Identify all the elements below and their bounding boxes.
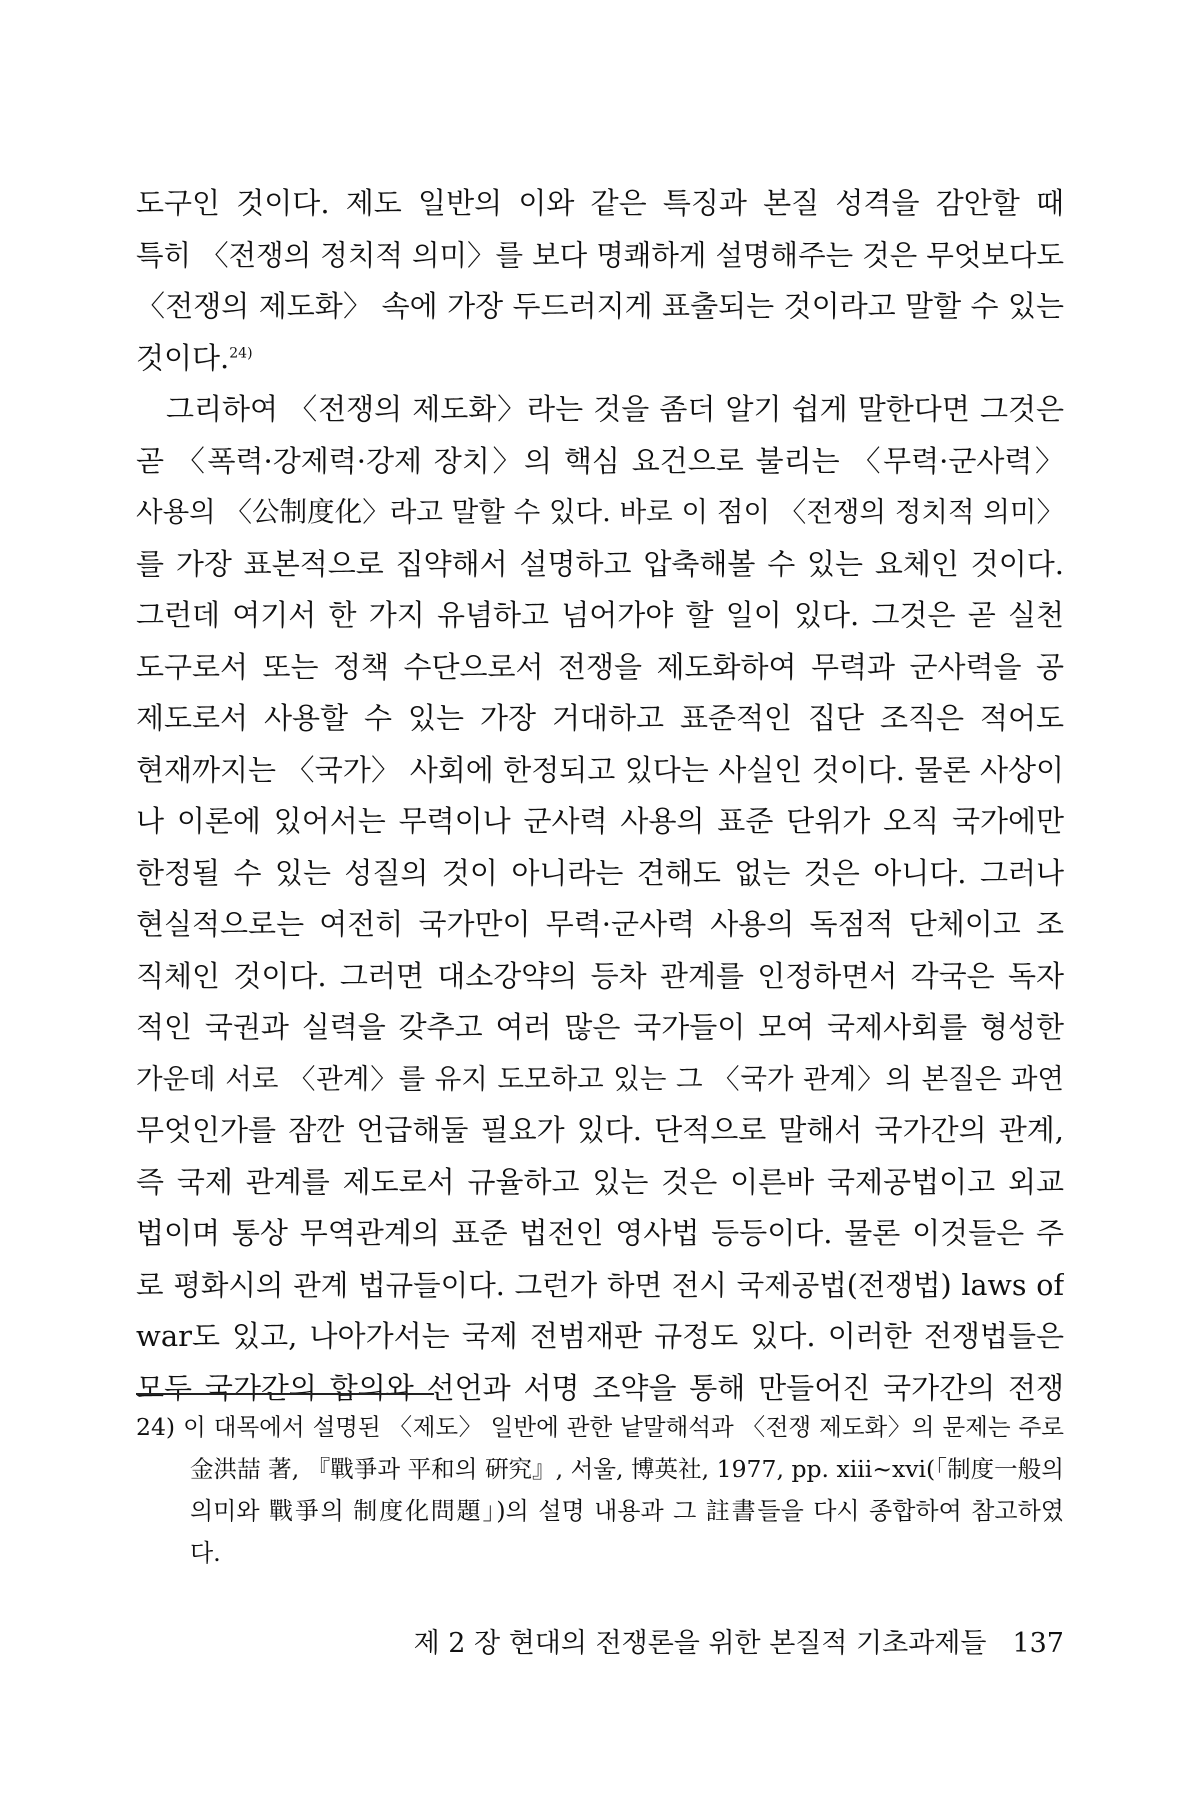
- body-line-paragraph-start: 그리하여 〈전쟁의 제도화〉라는 것을 좀더 알기 쉽게 말한다면 그것은: [166, 392, 1064, 426]
- running-footer: [400, 1624, 1064, 1664]
- body-line: 즉 국제 관계를 제도로서 규율하고 있는 것은 이른바 국제공법이고 외교: [136, 1164, 1064, 1199]
- body-line: 가운데 서로 〈관계〉를 유지 도모하고 있는 그 〈국가 관계〉의 본질은 과연: [136, 1062, 1064, 1095]
- body-line: 사용의 〈公制度化〉라고 말할 수 있다. 바로 이 점이 〈전쟁의 정치적 의미〉: [136, 496, 1064, 528]
- body-line: 직체인 것이다. 그러면 대소강약의 등차 관계를 인정하면서 각국은 독자: [136, 958, 1064, 993]
- body-line: 나 이론에 있어서는 무력이나 군사력 사용의 표준 단위가 오직 국가에만: [136, 804, 1064, 838]
- body-line: 로 평화시의 관계 법규들이다. 그런가 하면 전시 국제공법(전쟁법) laws of: [136, 1268, 1064, 1302]
- body-line: 특히 〈전쟁의 정치적 의미〉를 보다 명쾌하게 설명해주는 것은 무엇보다도: [136, 238, 1064, 272]
- footnote-line: 金洪喆 著, 『戰爭과 平和의 硏究』, 서울, 博英社, 1977, pp. xiii~xvi(「制度一般의: [190, 1455, 1064, 1483]
- footnote-line: 24) 이 대목에서 설명된 〈제도〉 일반에 관한 낱말해석과 〈전쟁 제도화〉의 문제는 주로: [136, 1413, 1064, 1441]
- body-text: [136, 178, 1064, 1414]
- footnote-section: [136, 1406, 1064, 1574]
- body-line: 무엇인가를 잠깐 언급해둘 필요가 있다. 단적으로 말해서 국가간의 관계,: [136, 1113, 1064, 1147]
- footnote-reference[interactable]: 24): [229, 344, 253, 361]
- body-line-text: 것이다.: [136, 340, 230, 375]
- body-line: 도구로서 또는 정책 수단으로서 전쟁을 제도화하여 무력과 군사력을 공: [136, 649, 1064, 684]
- footnote-line: 의미와 戰爭의 制度化問題」)의 설명 내용과 그 註書들을 다시 종합하여 참고하였: [190, 1497, 1064, 1525]
- body-line: 모두 국가간의 합의와 선언과 서명 조약을 통해 만들어진 국가간의 전쟁: [136, 1370, 1064, 1405]
- body-line: 그런데 여기서 한 가지 유념하고 넘어가야 할 일이 있다. 그것은 곧 실천: [136, 598, 1064, 632]
- footnote-line: 다.: [190, 1539, 221, 1567]
- body-line: 를 가장 표본적으로 집약해서 설명하고 압축해볼 수 있는 요체인 것이다.: [136, 546, 1064, 581]
- body-line: 곧 〈폭력·강제력·강제 장치〉의 핵심 요건으로 불리는 〈무력·군사력〉: [136, 443, 1064, 478]
- page-number: 137: [1012, 1628, 1064, 1659]
- body-line: 도구인 것이다. 제도 일반의 이와 같은 특징과 본질 성격을 감안할 때: [136, 186, 1064, 220]
- body-line: 법이며 통상 무역관계의 표준 법전인 영사법 등등이다. 물론 이것들은 주: [136, 1216, 1064, 1250]
- body-line-with-footnote-ref: [136, 333, 1064, 385]
- body-line: 한정될 수 있는 성질의 것이 아니라는 견해도 없는 것은 아니다. 그러나: [136, 855, 1064, 890]
- footnote-divider: [136, 1393, 434, 1395]
- body-line: 〈전쟁의 제도화〉 속에 가장 두드러지게 표출되는 것이라고 말할 수 있는: [136, 289, 1064, 323]
- body-line: 현재까지는 〈국가〉 사회에 한정되고 있다는 사실인 것이다. 물론 사상이: [136, 752, 1064, 787]
- body-line: 적인 국권과 실력을 갖추고 여러 많은 국가들이 모여 국제사회를 형성한: [136, 1010, 1064, 1044]
- body-line: 현실적으로는 여전히 국가만이 무력·군사력 사용의 독점적 단체이고 조: [136, 907, 1064, 941]
- body-line: war도 있고, 나아가서는 국제 전범재판 규정도 있다. 이러한 전쟁법들은: [136, 1319, 1064, 1353]
- body-line: 제도로서 사용할 수 있는 가장 거대하고 표준적인 집단 조직은 적어도: [136, 701, 1064, 735]
- chapter-title: 제 2 장 현대의 전쟁론을 위한 본질적 기초과제들: [413, 1628, 987, 1659]
